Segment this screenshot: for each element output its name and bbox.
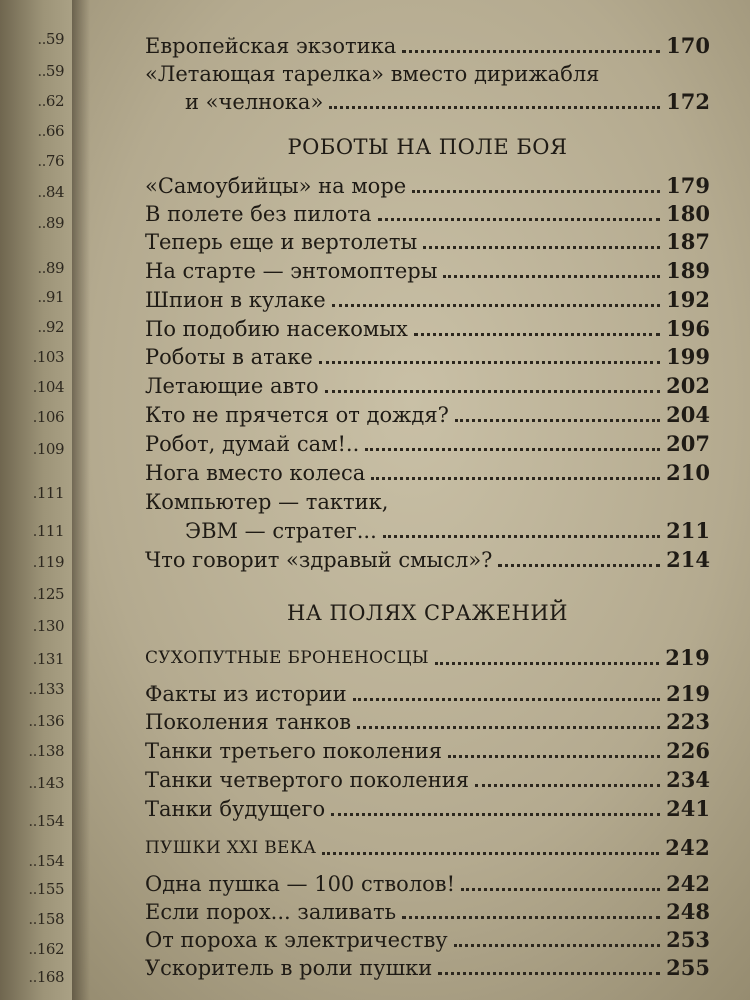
toc-entry-title: По подобию насекомых bbox=[145, 317, 408, 341]
dot-leader bbox=[448, 755, 660, 758]
left-page-edge bbox=[0, 0, 72, 1000]
toc-entry bbox=[145, 228, 710, 256]
toc-entry-title: Танки будущего bbox=[145, 797, 326, 821]
left-page-number: .104 bbox=[32, 378, 64, 396]
toc-entry-title: На старте — энтомоптеры bbox=[145, 259, 438, 283]
dot-leader bbox=[378, 218, 661, 221]
toc-subsection-entry bbox=[145, 834, 710, 862]
toc-entry-title: Одна пушка — 100 стволов! bbox=[145, 872, 456, 896]
toc-entry-page: 204 bbox=[666, 402, 710, 427]
toc-entry-title: Робот, думай сам!.. bbox=[145, 432, 360, 456]
toc-entry-title: ЭВМ — стратег... bbox=[185, 519, 377, 543]
left-page-number: ..133 bbox=[28, 680, 64, 698]
left-page-number: ..158 bbox=[28, 910, 64, 928]
toc-entry bbox=[145, 286, 710, 314]
toc-entry bbox=[145, 315, 710, 343]
dot-leader bbox=[331, 813, 660, 816]
left-page-number: .111 bbox=[32, 484, 64, 502]
toc-entry-title: Танки третьего поколения bbox=[145, 739, 443, 763]
toc-entry-page: 207 bbox=[666, 431, 710, 456]
dot-leader bbox=[414, 333, 660, 336]
toc-entry-title: Что говорит «здравый смысл»? bbox=[145, 548, 493, 572]
toc-entry bbox=[145, 200, 710, 228]
dot-leader bbox=[357, 726, 660, 729]
left-page-number: .125 bbox=[32, 585, 64, 603]
toc-entry bbox=[145, 257, 710, 285]
dot-leader bbox=[438, 972, 660, 975]
dot-leader bbox=[423, 246, 660, 249]
dot-leader bbox=[329, 106, 660, 109]
toc-entry-page: 226 bbox=[666, 738, 710, 763]
toc-entry-title: Кто не прячется от дождя? bbox=[145, 403, 449, 427]
dot-leader bbox=[325, 390, 661, 393]
toc-entry-title: и «челнока» bbox=[185, 90, 324, 114]
left-page-number: .109 bbox=[32, 440, 64, 458]
left-page-number: .119 bbox=[32, 553, 64, 571]
left-page-number: ..59 bbox=[37, 30, 64, 48]
toc-entry bbox=[145, 343, 710, 371]
toc-entry-title: Ускоритель в роли пушки bbox=[145, 956, 433, 980]
dot-leader bbox=[371, 477, 660, 480]
dot-leader bbox=[412, 190, 660, 193]
toc-entry-title: Компьютер — тактик, bbox=[145, 490, 389, 514]
dot-leader bbox=[322, 852, 659, 855]
toc-entry-title: «Летающая тарелка» вместо дирижабля bbox=[145, 62, 600, 86]
section-heading: НА ПОЛЯХ СРАЖЕНИЙ bbox=[287, 601, 568, 625]
left-page-number: ..155 bbox=[28, 880, 64, 898]
toc-entry-page: 211 bbox=[666, 518, 710, 543]
left-page-number: ..62 bbox=[37, 92, 64, 110]
dot-leader bbox=[319, 361, 660, 364]
toc-entry-page: 253 bbox=[666, 927, 710, 952]
toc-entry-title: В полете без пилота bbox=[145, 202, 372, 226]
left-page-number: ..89 bbox=[37, 214, 64, 232]
dot-leader bbox=[475, 784, 660, 787]
toc-entry bbox=[145, 680, 710, 708]
left-page-number: ..154 bbox=[28, 852, 64, 870]
toc-entry-page: 192 bbox=[666, 287, 710, 312]
toc-entry-title: Танки четвертого поколения bbox=[145, 768, 469, 792]
toc-entry-title: От пороха к электричеству bbox=[145, 928, 448, 952]
dot-leader bbox=[435, 662, 659, 665]
toc-entry-title: Европейская экзотика bbox=[145, 34, 397, 58]
left-page-number: ..138 bbox=[28, 742, 64, 760]
toc-entry-page: 189 bbox=[666, 258, 710, 283]
dot-leader bbox=[332, 304, 660, 307]
toc-entry-title: Если порох... заливать bbox=[145, 900, 397, 924]
left-page-number: .131 bbox=[32, 650, 64, 668]
left-page-number: ..162 bbox=[28, 940, 64, 958]
table-of-contents bbox=[145, 0, 710, 1000]
toc-entry-page: 172 bbox=[666, 89, 710, 114]
toc-entry bbox=[145, 708, 710, 736]
left-page-number: .111 bbox=[32, 522, 64, 540]
section-heading: РОБОТЫ НА ПОЛЕ БОЯ bbox=[287, 135, 568, 159]
dot-leader bbox=[402, 50, 660, 53]
left-page-number: .130 bbox=[32, 617, 64, 635]
toc-entry-title: СУХОПУТНЫЕ БРОНЕНОСЦЫ bbox=[145, 648, 429, 668]
toc-entry-title: ПУШКИ XXI ВЕКА bbox=[145, 838, 317, 858]
toc-entry-page: 202 bbox=[666, 373, 710, 398]
toc-entry-page: 241 bbox=[666, 796, 710, 821]
left-page-number: ..136 bbox=[28, 712, 64, 730]
toc-entry bbox=[145, 795, 710, 823]
toc-entry bbox=[145, 870, 710, 898]
dot-leader bbox=[498, 564, 660, 567]
dot-leader bbox=[454, 944, 661, 947]
toc-entry-title: Нога вместо колеса bbox=[145, 461, 366, 485]
dot-leader bbox=[461, 888, 660, 891]
toc-entry bbox=[185, 88, 710, 116]
left-page-number: ..143 bbox=[28, 774, 64, 792]
dot-leader bbox=[455, 419, 660, 422]
toc-entry bbox=[145, 546, 710, 574]
toc-entry bbox=[145, 737, 710, 765]
toc-entry-page: 242 bbox=[666, 871, 710, 896]
toc-entry-page: 255 bbox=[666, 955, 710, 980]
toc-entry-page: 248 bbox=[666, 899, 710, 924]
toc-entry-title: Факты из истории bbox=[145, 682, 347, 706]
toc-entry-page: 187 bbox=[666, 229, 710, 254]
toc-entry-page: 242 bbox=[665, 835, 710, 860]
toc-entry bbox=[145, 926, 710, 954]
toc-entry-page: 214 bbox=[666, 547, 710, 572]
dot-leader bbox=[383, 535, 660, 538]
toc-entry-title: Шпион в кулаке bbox=[145, 288, 326, 312]
toc-entry-page: 210 bbox=[666, 460, 710, 485]
left-page-number: .106 bbox=[32, 408, 64, 426]
left-page-number: ..89 bbox=[37, 259, 64, 277]
toc-entry-page: 196 bbox=[666, 316, 710, 341]
left-page-number: ..168 bbox=[28, 968, 64, 986]
left-page-number: ..59 bbox=[37, 62, 64, 80]
left-page-number: ..76 bbox=[37, 152, 64, 170]
toc-entry-page: 219 bbox=[666, 681, 710, 706]
toc-entry-title: Поколения танков bbox=[145, 710, 352, 734]
toc-entry-page: 180 bbox=[666, 201, 710, 226]
dot-leader bbox=[402, 916, 660, 919]
left-page-number: ..92 bbox=[37, 318, 64, 336]
dot-leader bbox=[365, 448, 660, 451]
toc-entry-page: 179 bbox=[666, 173, 710, 198]
toc-entry bbox=[145, 172, 710, 200]
toc-entry-page: 234 bbox=[666, 767, 710, 792]
book-spine-shadow bbox=[72, 0, 90, 1000]
toc-entry-page: 170 bbox=[666, 33, 710, 58]
dot-leader bbox=[443, 275, 660, 278]
toc-entry-page: 199 bbox=[666, 344, 710, 369]
toc-entry bbox=[145, 430, 710, 458]
toc-entry-title: Теперь еще и вертолеты bbox=[145, 230, 418, 254]
toc-entry-page: 219 bbox=[665, 645, 710, 670]
toc-entry-title: Роботы в атаке bbox=[145, 345, 313, 369]
left-page-number: ..66 bbox=[37, 122, 64, 140]
toc-entry bbox=[145, 766, 710, 794]
left-page-number: ..91 bbox=[37, 288, 64, 306]
left-page-number: ..84 bbox=[37, 183, 64, 201]
left-page-number: ..154 bbox=[28, 812, 64, 830]
toc-entry-title: Летающие авто bbox=[145, 374, 319, 398]
toc-entry bbox=[145, 954, 710, 982]
toc-entry-title: «Самоубийцы» на море bbox=[145, 174, 407, 198]
toc-subsection-entry bbox=[145, 644, 710, 672]
toc-entry bbox=[145, 372, 710, 400]
toc-entry bbox=[145, 401, 710, 429]
toc-entry bbox=[145, 898, 710, 926]
toc-entry bbox=[145, 459, 710, 487]
left-page-number: .103 bbox=[32, 348, 64, 366]
toc-entry bbox=[185, 517, 710, 545]
dot-leader bbox=[353, 698, 660, 701]
toc-entry bbox=[145, 32, 710, 60]
toc-entry-page: 223 bbox=[666, 709, 710, 734]
